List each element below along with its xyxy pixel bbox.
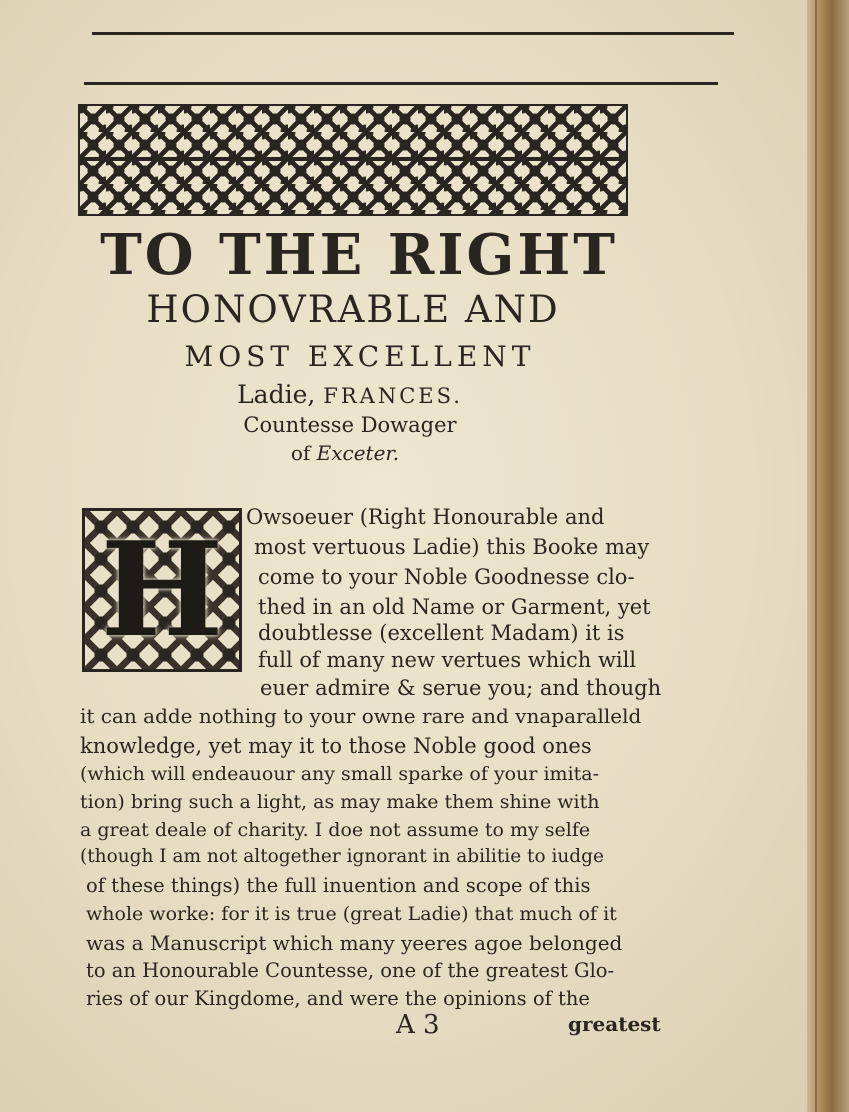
body-line: to an Honourable Countesse, one of the greatest Glo- <box>86 959 615 982</box>
title-line-3: MOST EXCELLENT <box>184 340 536 373</box>
title-line-6-prefix: of <box>290 441 317 465</box>
body-line: (though I am not altogether ignorant in abilitie to iudge <box>80 846 604 867</box>
page-edge <box>807 0 849 1112</box>
catchword: greatest <box>568 1012 661 1036</box>
body-line: ries of our Kingdome, and were the opinions of the <box>86 987 590 1010</box>
body-line: euer admire & serue you; and though <box>260 676 662 700</box>
body-line: knowledge, yet may it to those Noble good ones <box>80 734 592 758</box>
title-line-4 <box>180 380 520 409</box>
body-line: (which will endeauour any small sparke of your imita- <box>80 763 600 785</box>
body-line: Owsoeuer (Right Honourable and <box>246 505 605 529</box>
body-line: come to your Noble Goodnesse clo- <box>258 565 635 589</box>
signature-mark: A 3 <box>396 1010 440 1040</box>
title-line-6 <box>220 441 470 465</box>
title-line-4-name: FRANCES. <box>323 384 463 408</box>
top-rule <box>92 32 734 35</box>
title-line-6-place: Exceter. <box>316 441 400 465</box>
body-line: it can adde nothing to your owne rare and vnaparalleld <box>80 704 642 728</box>
title-line-4-prefix: Ladie, <box>237 380 324 409</box>
second-rule <box>84 82 718 85</box>
body-line: a great deale of charity. I doe not assume to my selfe <box>80 819 591 841</box>
body-line: doubtlesse (excellent Madam) it is <box>258 621 625 645</box>
body-line: most vertuous Ladie) this Booke may <box>254 535 650 559</box>
title-line-1: TO THE RIGHT <box>100 222 618 288</box>
body-line: thed in an old Name or Garment, yet <box>258 595 651 619</box>
title-line-2: HONOVRABLE AND <box>146 288 560 331</box>
body-line: full of many new vertues which will <box>258 648 637 672</box>
body-line: whole worke: for it is true (great Ladie) that much of it <box>86 903 617 925</box>
body-line: of these things) the full inuention and scope of this <box>86 874 591 897</box>
decorated-initial <box>82 508 242 672</box>
body-line: tion) bring such a light, as may make them shine with <box>80 791 600 813</box>
body-line: was a Manuscript which many yeeres agoe belonged <box>86 931 623 955</box>
headpiece-ornament <box>78 104 628 216</box>
title-line-5: Countesse Dowager <box>243 413 457 437</box>
decorated-initial-letter: H <box>100 513 224 666</box>
